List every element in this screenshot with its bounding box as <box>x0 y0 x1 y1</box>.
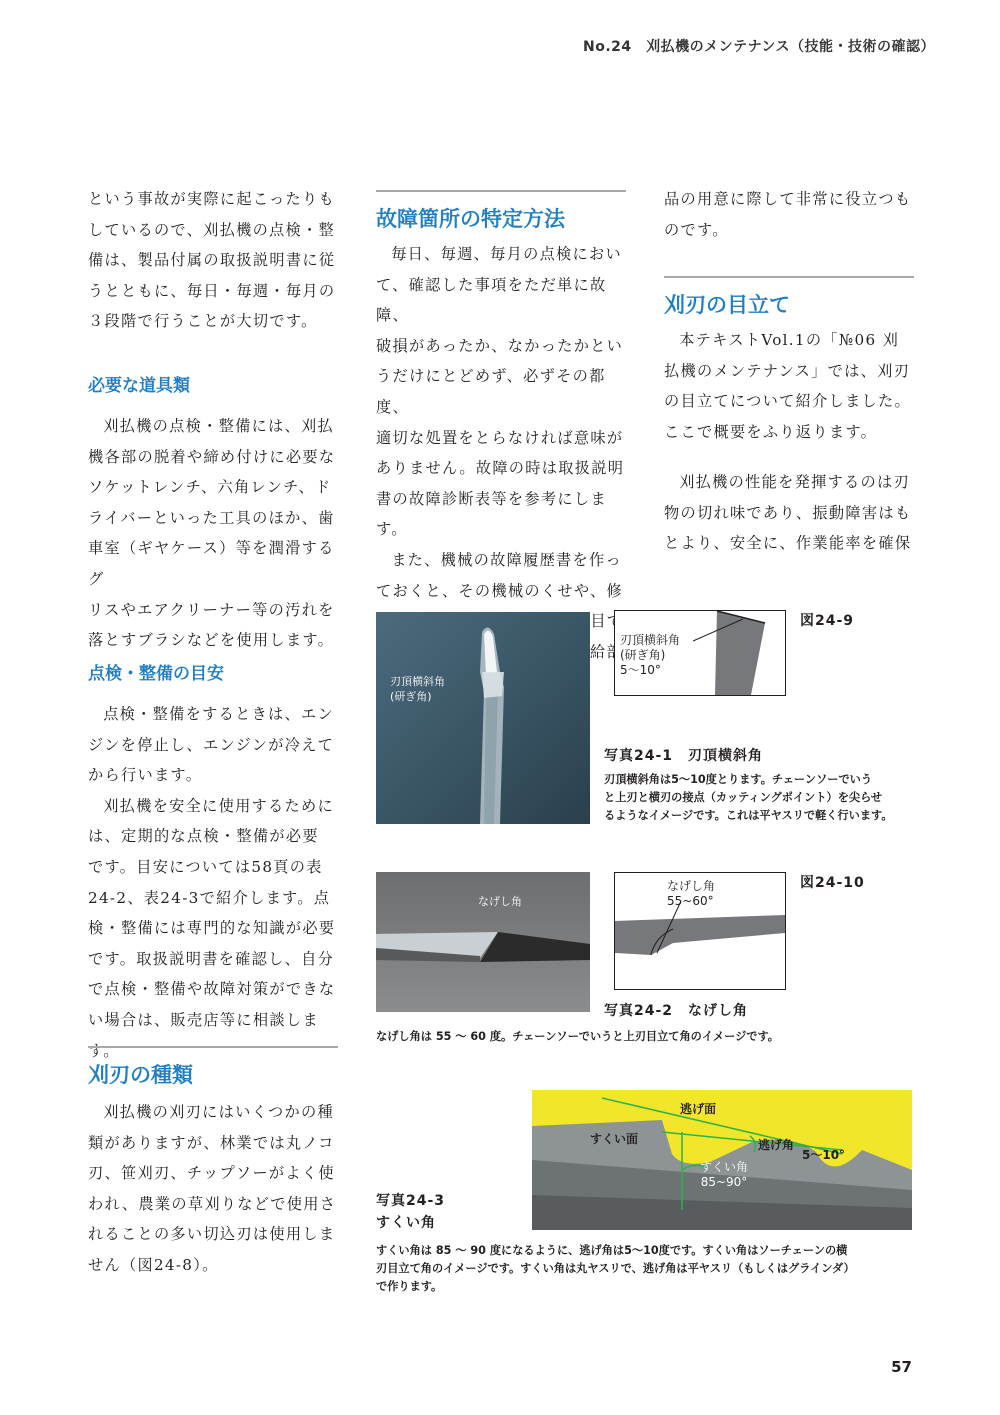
text-line: 刈払機の点検・整備には、刈払 <box>103 417 335 435</box>
text-line: うだけにとどめず、必ずその都度、 <box>376 367 606 416</box>
caption-line: すくい角は 85 ～ 90 度になるように、逃げ角は5～10度です。すくい角はソーチェーンの横 <box>376 1244 848 1257</box>
text-line: 物の切れ味であり、振動障害はも <box>664 503 912 522</box>
caption-title-24-1: 写真24-1 刃頂横斜角 <box>604 748 764 764</box>
col3-text-2 <box>664 467 916 559</box>
text-line: 車室（ギヤケース）等を潤滑するグ <box>88 539 335 588</box>
text-line: ３段階で行うことが大切です。 <box>88 312 318 331</box>
col1-tools-text <box>88 411 340 656</box>
section-heading-blade-types: 刈刃の種類 <box>88 1046 338 1095</box>
text-line: 24-2、表24-3で紹介します。点 <box>88 888 331 907</box>
text-line: 刃、笹刈刃、チップソーがよく使 <box>88 1164 335 1183</box>
text-line: しているので、刈払機の点検・整 <box>88 220 336 239</box>
text-line: 破損があったか、なかったかとい <box>376 336 624 355</box>
text-line: 機各部の脱着や締め付けに必要な <box>88 447 336 466</box>
col1-guide-text <box>88 699 340 1066</box>
diagram-24-9-label: 刃頂横斜角 (研ぎ角) 5～10° <box>620 633 681 677</box>
photo-24-2-label: なげし角 <box>478 895 522 908</box>
text-line: て、確認した事項をただ単に故障、 <box>376 275 607 325</box>
text-line: 検・整備には専門的な知識が必要 <box>88 919 336 938</box>
text-line: 点検・整備をするときは、エン <box>103 705 335 723</box>
section-heading-tools: 必要な道具類 <box>88 376 190 396</box>
section-heading-guide: 点検・整備の目安 <box>88 664 224 684</box>
photo-24-1-image <box>376 612 590 824</box>
caption-line: と上刃と横刃の接点（カッティングポイント）を尖らせ <box>604 791 883 804</box>
caption-24-3 <box>376 1242 936 1296</box>
photo-24-1 <box>376 612 590 824</box>
text-line: で点検・整備や故障対策ができな <box>88 980 336 999</box>
text-line: ソケットレンチ、六角レンチ、ド <box>88 478 332 497</box>
label-nige-value: 5～10° <box>802 1148 846 1162</box>
text-line: ジンを停止し、エンジンが冷えて <box>88 735 335 754</box>
figure-label-24-10: 図24-10 <box>800 875 865 891</box>
caption-line: るようなイメージです。これは平ヤスリで軽く行います。 <box>604 809 893 822</box>
text-line: 書の故障診断表等を参考にします。 <box>376 489 607 539</box>
diagram-24-10 <box>614 872 786 990</box>
text-line: という事故が実際に起こったりも <box>88 190 336 208</box>
caption-24-2: なげし角は 55 ～ 60 度。チェーンソーでいうと上刃目立て角のイメージです。 <box>376 1030 779 1043</box>
text-line: とより、安全に、作業能率を確保 <box>664 534 912 553</box>
text-line: 刈払機の刈刃にはいくつかの種 <box>103 1103 335 1121</box>
page-number: 57 <box>891 1358 912 1376</box>
diagram-24-9 <box>614 610 786 696</box>
caption-line: 刃頂横斜角は5～10度とります。チェーンソーでいう <box>604 773 873 786</box>
text-line: 刈払機を安全に使用するために <box>103 796 335 815</box>
text-line: は、定期的な点検・整備が必要 <box>88 827 319 846</box>
figure-label-24-9: 図24-9 <box>800 613 855 629</box>
text-line: 適切な処置をとらなければ意味が <box>376 428 624 447</box>
text-line: 本テキストVol.1の「№06 刈 <box>679 331 900 349</box>
col1-blade-types-text <box>88 1097 340 1281</box>
text-line: の目立てについて紹介しました。 <box>664 392 912 411</box>
text-line: から行います。 <box>88 766 203 785</box>
caption-title-24-2: 写真24-2 なげし角 <box>604 1003 749 1019</box>
col3-cont <box>664 184 916 245</box>
text-line: われ、農業の草刈りなどで使用さ <box>88 1194 337 1213</box>
caption-line: で作ります。 <box>376 1280 443 1293</box>
photo-24-2-image <box>376 872 590 1012</box>
text-line: ライバーといった工具のほか、歯 <box>88 508 335 527</box>
text-line: うとともに、毎日・毎週・毎月の <box>88 281 336 300</box>
text-line: 毎日、毎週、毎月の点検におい <box>391 245 623 263</box>
label-sukui-men: すくい面 <box>590 1132 639 1146</box>
photo-24-2 <box>376 872 590 1012</box>
col1-intro <box>88 184 340 337</box>
text-line: 落とすブラシなどを使用します。 <box>88 631 335 650</box>
text-line: 品の用意に際して非常に役立つも <box>664 190 912 208</box>
caption-24-1 <box>604 771 924 825</box>
text-line: れることの多い切込刃は使用しま <box>88 1225 336 1244</box>
photo-24-3 <box>532 1090 912 1230</box>
col2-text <box>376 239 628 667</box>
text-line: リスやエアクリーナー等の汚れを <box>88 600 335 619</box>
text-line: のです。 <box>664 220 729 239</box>
label-nige-men: 逃げ面 <box>680 1102 717 1116</box>
col3-text <box>664 325 916 447</box>
text-line: ありません。故障の時は取扱説明 <box>376 459 625 478</box>
diagram-24-10-label: なげし角 55~60° <box>667 879 716 908</box>
running-header: No.24 刈払機のメンテナンス（技能・技術の確認） <box>582 39 935 55</box>
text-line: 刈払機の性能を発揮するのは刃 <box>679 473 911 491</box>
section-heading-fault: 故障箇所の特定方法 <box>376 190 626 239</box>
text-line: せん（図24-8）。 <box>88 1255 219 1274</box>
label-sukui-kaku: すくい角 85~90° <box>700 1160 749 1189</box>
label-nige-kaku: 逃げ角 <box>758 1138 795 1152</box>
caption-title-24-3: 写真24-3 すくい角 <box>376 1193 446 1231</box>
caption-line: 刃目立て角のイメージです。すくい角は丸ヤスリで、逃げ角は平ヤスリ（もしくはグラインダ） <box>376 1262 855 1275</box>
text-line: 備は、製品付属の取扱説明書に従 <box>88 251 336 270</box>
text-line: ておくと、その機械のくせや、修 <box>376 581 624 600</box>
photo-24-1-label: 刃頂横斜角 (研ぎ角) <box>390 675 445 703</box>
text-line: です。取扱説明書を確認し、自分 <box>88 949 335 968</box>
text-line: 類がありますが、林業では丸ノコ <box>88 1133 335 1152</box>
text-line: 払機のメンテナンス」では、刈刃 <box>664 361 911 380</box>
text-line: です。目安については58頁の表 <box>88 857 323 876</box>
text-line: ここで概要をふり返ります。 <box>664 422 878 441</box>
text-line: また、機械の故障履歴書を作っ <box>391 550 623 569</box>
text-line: い場合は、販売店等に相談します。 <box>88 1010 319 1060</box>
section-heading-sharpening: 刈刃の目立て <box>664 276 914 325</box>
